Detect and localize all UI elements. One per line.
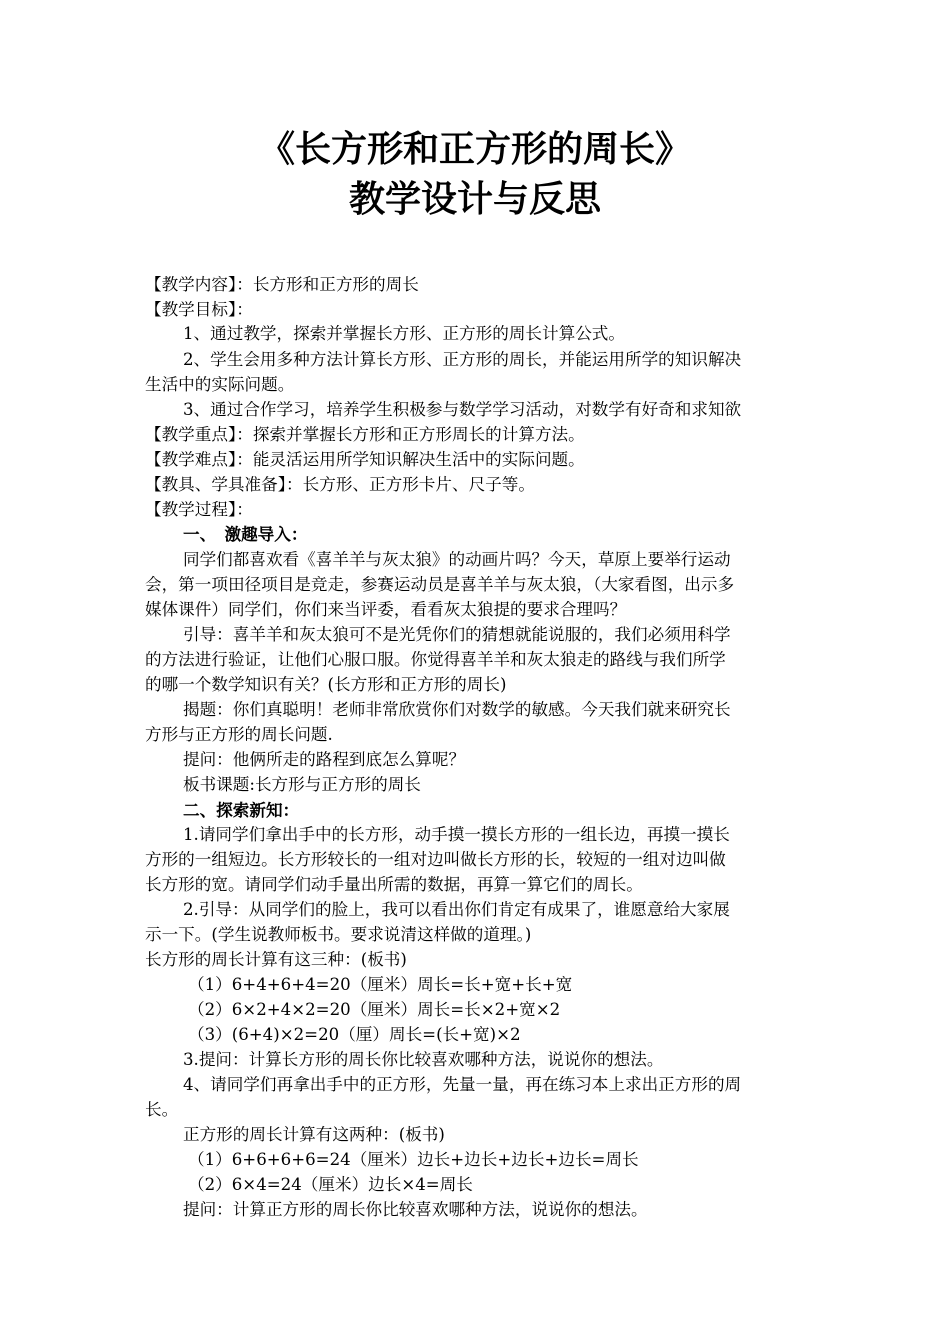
paragraph-line: 方形与正方形的周长问题. [145, 725, 333, 744]
paragraph-line: 长。 [145, 1100, 179, 1119]
teaching-goals-heading: 【教学目标】： [145, 300, 253, 319]
document-title: 《长方形和正方形的周长》 [258, 129, 691, 170]
formula-line: （2）6×2+4×2=20（厘米）周长=长×2+宽×2 [188, 1000, 561, 1019]
formula-line: （2）6×4=24（厘米）边长×4=周长 [188, 1175, 473, 1194]
goal-2: 2、学生会用多种方法计算长方形、正方形的周长，并能运用所学的知识解决 [183, 350, 742, 369]
paragraph-line: 板书课题:长方形与正方形的周长 [183, 775, 421, 794]
formula-line: （1）6+4+6+4=20（厘米）周长=长+宽+长+宽 [188, 975, 573, 994]
materials-line: 【教具、学具准备】：长方形、正方形卡片、尺子等。 [145, 475, 535, 494]
goal-3: 3、通过合作学习，培养学生积极参与数学学习活动，对数学有好奇和求知欲 [183, 400, 742, 419]
paragraph-line: 方形的一组短边。长方形较长的一组对边叫做长方形的长，较短的一组对边叫做 [145, 850, 726, 869]
paragraph-line: 1.请同学们拿出手中的长方形，动手摸一摸长方形的一组长边，再摸一摸长 [183, 825, 730, 844]
paragraph-line: 引导：喜羊羊和灰太狼可不是光凭你们的猜想就能说服的，我们必须用科学 [183, 625, 731, 644]
formula-line: （3）(6+4)×2=20（厘）周长=(长+宽)×2 [188, 1025, 521, 1044]
paragraph-line: 长方形的宽。请同学们动手量出所需的数据，再算一算它们的周长。 [145, 875, 643, 894]
paragraph-line: 4、请同学们再拿出手中的正方形，先量一量，再在练习本上求出正方形的周 [183, 1075, 742, 1094]
paragraph-line: 长方形的周长计算有这三种：(板书) [145, 950, 407, 969]
paragraph-line: 2.引导：从同学们的脸上，我可以看出你们肯定有成果了，谁愿意给大家展 [183, 900, 730, 919]
process-heading: 【教学过程】： [145, 500, 253, 519]
paragraph-line: 揭题：你们真聪明！老师非常欣赏你们对数学的敏感。今天我们就来研究长 [183, 700, 731, 719]
paragraph-line: 3.提问：计算长方形的周长你比较喜欢哪种方法，说说你的想法。 [183, 1050, 664, 1069]
key-point-line: 【教学重点】：探索并掌握长方形和正方形周长的计算方法。 [145, 425, 585, 444]
paragraph-line: 提问：他俩所走的路程到底怎么算呢？ [183, 750, 466, 769]
paragraph-line: 媒体课件）同学们，你们来当评委，看看灰太狼提的要求合理吗？ [145, 600, 627, 619]
paragraph-line: 会，第一项田径项目是竞走，参赛运动员是喜羊羊与灰太狼，（大家看图，出示多 [145, 575, 735, 594]
goal-1: 1、通过教学，探索并掌握长方形、正方形的周长计算公式。 [183, 324, 625, 343]
paragraph-line: 同学们都喜欢看《喜羊羊与灰太狼》的动画片吗？今天，草原上要举行运动 [183, 550, 731, 569]
section-1-heading: 一、 激趣导入： [183, 524, 308, 544]
paragraph-line: 的哪一个数学知识有关？(长方形和正方形的周长) [145, 675, 507, 694]
paragraph-line: 正方形的周长计算有这两种：(板书) [183, 1125, 445, 1144]
difficulty-line: 【教学难点】：能灵活运用所学知识解决生活中的实际问题。 [145, 450, 585, 469]
formula-line: （1）6+6+6+6=24（厘米）边长+边长+边长+边长=周长 [188, 1150, 639, 1169]
paragraph-line: 提问：计算正方形的周长你比较喜欢哪种方法，说说你的想法。 [183, 1200, 648, 1219]
document-subtitle: 教学设计与反思 [348, 179, 601, 220]
section-2-heading: 二、探索新知： [183, 800, 300, 820]
paragraph-line: 的方法进行验证，让他们心服口服。你觉得喜羊羊和灰太狼走的路线与我们所学 [145, 650, 726, 669]
teaching-content-line: 【教学内容】：长方形和正方形的周长 [145, 275, 419, 294]
goal-2-cont: 生活中的实际问题。 [145, 375, 295, 394]
paragraph-line: 示一下。(学生说教师板书。要求说清这样做的道理。) [145, 925, 532, 944]
